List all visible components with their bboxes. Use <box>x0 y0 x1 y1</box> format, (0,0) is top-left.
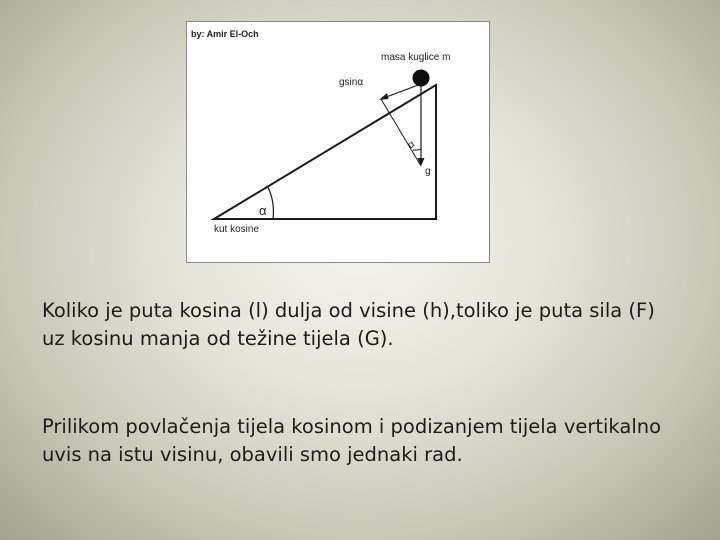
ball-mass-m <box>413 70 430 87</box>
base-label: kut kosine <box>214 224 260 235</box>
base-angle-arc <box>268 187 273 219</box>
decomposition-line <box>381 99 421 166</box>
incline-triangle <box>214 85 436 219</box>
paragraph-equal-work: Prilikom povlačenja tijela kosinom i podizanjem tijela vertikalno uvis na istu visinu, obavili smo jednaki rad. <box>42 415 662 466</box>
gravity-label: g <box>425 166 431 177</box>
paragraph-incline-force: Koliko je puta kosina (l) dulja od visine (h),toliko je puta sila (F) uz kosinu manja od težine tijela (G). <box>42 299 655 350</box>
gravity-angle-symbol: α <box>405 138 417 152</box>
incline-component-arrowhead <box>379 93 389 100</box>
inclined-plane-diagram <box>187 22 491 264</box>
base-angle-symbol: α <box>259 203 267 218</box>
author-label: by: Amir El-Och <box>191 29 259 39</box>
mass-label: masa kuglice m <box>381 52 451 63</box>
inclined-plane-figure <box>186 21 490 263</box>
component-label: gsinα <box>339 77 364 88</box>
